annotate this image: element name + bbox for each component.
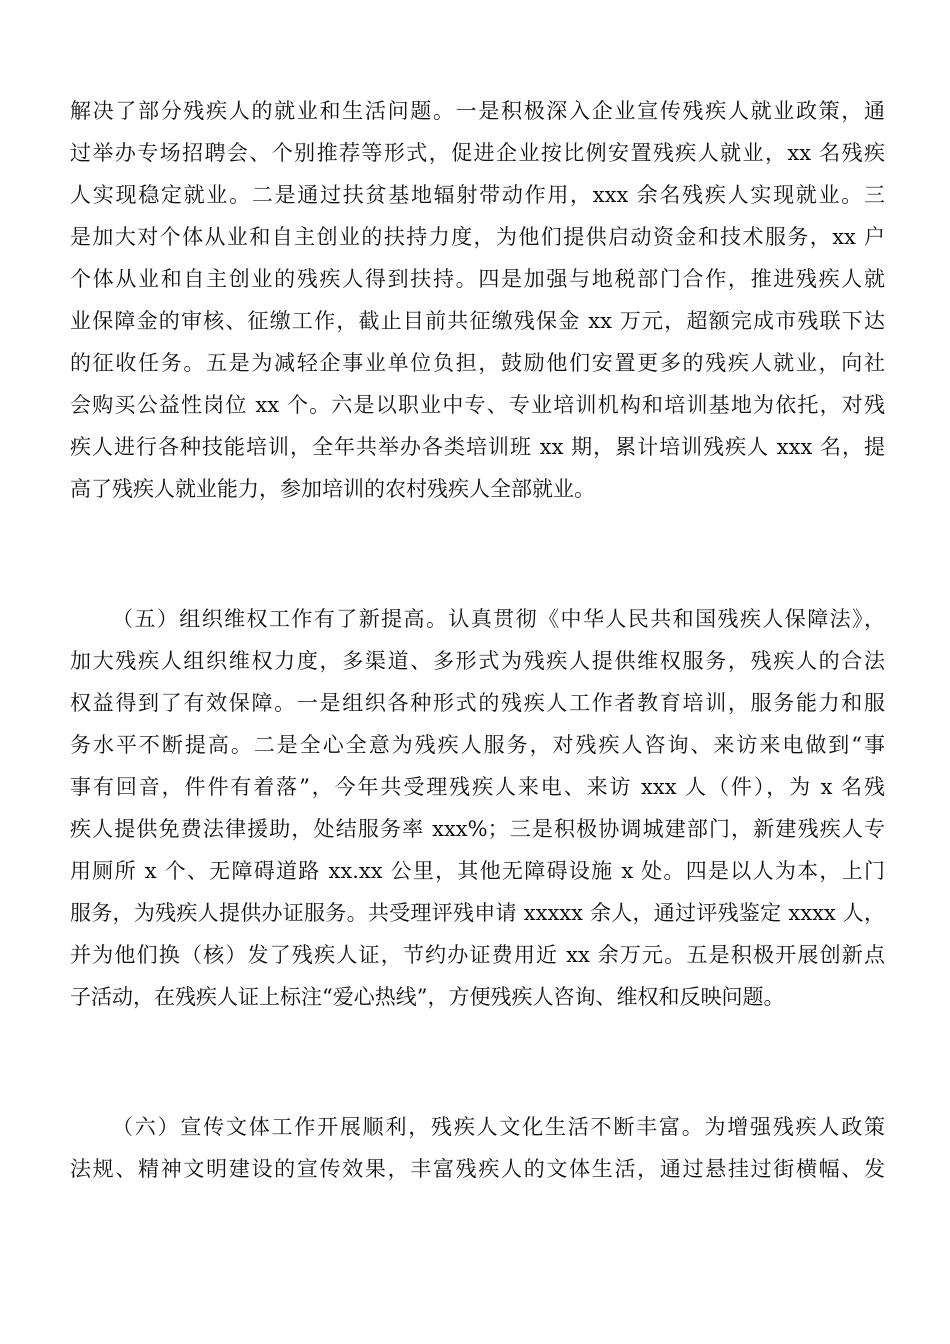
text-line: 服务，为残疾人提供办证服务。共受理评残申请 xxxxx 余人，通过评残鉴定 xxxx 人， — [70, 901, 885, 925]
text-line: （六）宣传文体工作开展顺利，残疾人文化生活不断丰富。为增强残疾人政策 — [112, 1115, 885, 1139]
text-line: 子活动，在残疾人证上标注“爱心热线”，方便残疾人咨询、维权和反映问题。 — [70, 985, 785, 1009]
text-line: 事有回音，件件有着落”，今年共受理残疾人来电、来访 xxx 人（件），为 x 名残 — [70, 775, 885, 799]
text-line: 人实现稳定就业。二是通过扶贫基地辐射带动作用，xxx 余名残疾人实现就业。三 — [70, 183, 885, 207]
paragraph-publicity-culture — [70, 1106, 885, 1190]
text-line: 过举办专场招聘会、个别推荐等形式，促进企业按比例安置残疾人就业，xx 名残疾 — [70, 141, 885, 165]
text-line: 业保障金的审核、征缴工作，截止目前共征缴残保金 xx 万元，超额完成市残联下达 — [70, 309, 885, 333]
paragraph-employment — [70, 90, 885, 510]
text-line: 是加大对个体从业和自主创业的扶持力度，为他们提供启动资金和技术服务，xx 户 — [70, 225, 885, 249]
paragraph-rights-protection — [70, 598, 885, 1018]
text-line: 疾人提供免费法律援助，处结服务率 xxx%；三是积极协调城建部门，新建残疾人专 — [70, 817, 885, 841]
text-line: 权益得到了有效保障。一是组织各种形式的残疾人工作者教育培训，服务能力和服 — [70, 691, 885, 715]
text-line: 的征收任务。五是为减轻企事业单位负担，鼓励他们安置更多的残疾人就业，向社 — [70, 351, 885, 375]
text-line: （五）组织维权工作有了新提高。认真贯彻《中华人民共和国残疾人保障法》， — [112, 607, 885, 631]
text-line: 高了残疾人就业能力，参加培训的农村残疾人全部就业。 — [70, 477, 595, 501]
text-line: 用厕所 x 个、无障碍道路 xx.xx 公里，其他无障碍设施 x 处。四是以人为本，上门 — [70, 859, 885, 883]
text-line: 会购买公益性岗位 xx 个。六是以职业中专、专业培训机构和培训基地为依托，对残 — [70, 393, 885, 417]
text-line: 法规、精神文明建设的宣传效果，丰富残疾人的文体生活，通过悬挂过街横幅、发 — [70, 1157, 885, 1181]
text-line: 并为他们换（核）发了残疾人证，节约办证费用近 xx 余万元。五是积极开展创新点 — [70, 943, 885, 967]
text-line: 疾人进行各种技能培训，全年共举办各类培训班 xx 期，累计培训残疾人 xxx 名，提 — [70, 435, 885, 459]
text-line: 解决了部分残疾人的就业和生活问题。一是积极深入企业宣传残疾人就业政策，通 — [70, 99, 885, 123]
text-line: 务水平不断提高。二是全心全意为残疾人服务，对残疾人咨询、来访来电做到“事 — [70, 733, 885, 757]
text-line: 加大残疾人组织维权力度，多渠道、多形式为残疾人提供维权服务，残疾人的合法 — [70, 649, 885, 673]
text-line: 个体从业和自主创业的残疾人得到扶持。四是加强与地税部门合作，推进残疾人就 — [70, 267, 885, 291]
